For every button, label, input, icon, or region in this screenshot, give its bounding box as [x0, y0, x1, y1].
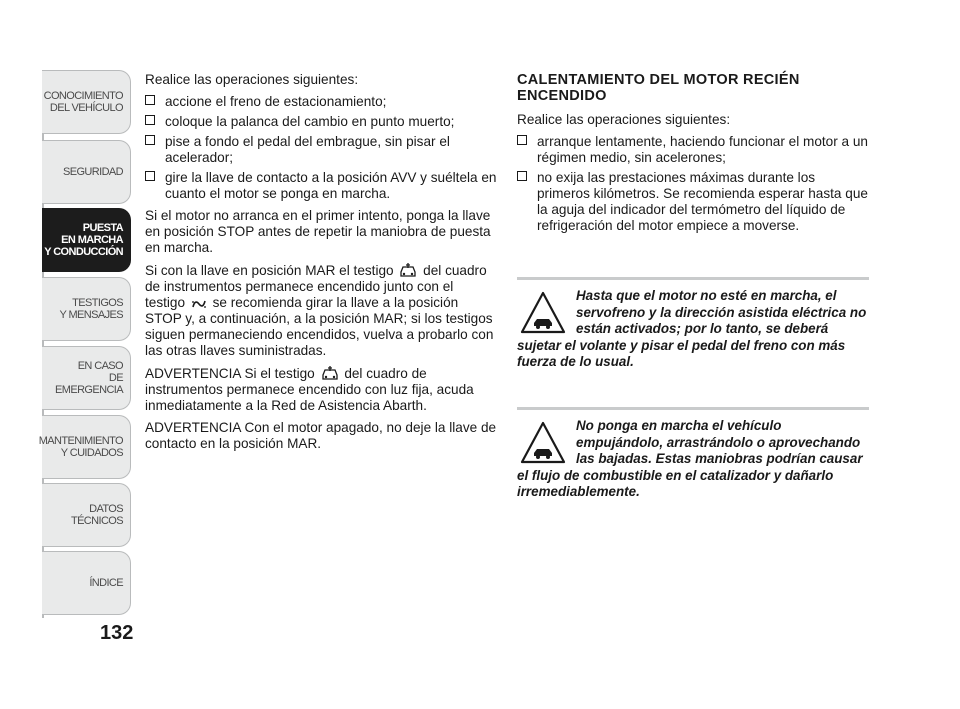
list-item: accione el freno de estacionamiento; [145, 94, 497, 110]
left-column [145, 72, 497, 458]
warning-triangle-icon [520, 290, 566, 336]
advertencia-paragraph-1: ADVERTENCIA Si el testigo del cuadro de instrumentos permanece encendido con luz fija, acuda inmediatamente a la Red de Asistencia Abarth. [145, 366, 474, 413]
checkbox-bullet-icon [145, 115, 155, 125]
checkbox-bullet-icon [517, 171, 527, 181]
warning-box-push-start: No ponga en marcha el vehículo empujándolo, arrastrándolo o aprovechando las bajadas. Estas maniobras podrían causar el flujo de combustible en el catalizador y dañarlo irremediablemente. [517, 407, 869, 501]
car-key-warning-icon [399, 262, 417, 278]
advertencia-paragraph-2: ADVERTENCIA Con el motor apagado, no deje la llave de contacto en la posición MAR. [145, 420, 497, 451]
list-item: gire la llave de contacto a la posición AVV y suéltela en cuanto el motor se ponga en marcha. [145, 170, 497, 202]
retry-paragraph: Si el motor no arranca en el primer intento, ponga la llave en posición STOP antes de repetir la maniobra de puesta en marcha. [145, 208, 491, 255]
page-number: 132 [100, 622, 134, 644]
warmup-steps-list [517, 134, 870, 234]
tab-datos-tecnicos[interactable]: DATOS TÉCNICOS [42, 483, 131, 547]
left-intro: Realice las operaciones siguientes: [145, 72, 359, 87]
car-key-warning-icon [321, 365, 339, 381]
tab-indice[interactable]: ÍNDICE [42, 551, 131, 615]
warning-box-steering: Hasta que el motor no esté en marcha, el servofreno y la dirección asistida eléctrica no están activados; por lo tanto, se deberá sujetar el volante y pisar el pedal del freno con más fuerza de lo usual. [517, 277, 869, 371]
checkbox-bullet-icon [145, 171, 155, 181]
tab-testigos[interactable]: TESTIGOS Y MENSAJES [42, 277, 131, 341]
tab-seguridad[interactable]: SEGURIDAD [42, 140, 131, 204]
list-item: pise a fondo el pedal del embrague, sin pisar el acelerador; [145, 134, 497, 166]
warning-triangle-icon [520, 420, 566, 466]
checkbox-bullet-icon [145, 95, 155, 105]
tab-emergencia[interactable]: EN CASO DE EMERGENCIA [42, 346, 131, 410]
start-steps-list [145, 94, 497, 202]
checkbox-bullet-icon [145, 135, 155, 145]
list-item: coloque la palanca del cambio en punto muerto; [145, 114, 497, 130]
checkbox-bullet-icon [517, 135, 527, 145]
glow-plug-icon [191, 298, 207, 310]
tab-conocimiento[interactable]: CONOCIMIENTO DEL VEHÍCULO [42, 70, 131, 134]
list-item: arranque lentamente, haciendo funcionar el motor a un régimen medio, sin acelerones; [517, 134, 870, 166]
tab-puesta-en-marcha[interactable]: PUESTA EN MARCHA Y CONDUCCIÓN [42, 208, 131, 272]
chapter-sidebar [38, 70, 133, 618]
right-intro: Realice las operaciones siguientes: [517, 112, 731, 127]
list-item: no exija las prestaciones máximas durante los primeros kilómetros. Se recomienda esperar hasta que la aguja del indicador del termómetro del líquido de refrigeración del motor empiece a moverse. [517, 170, 870, 234]
right-column [517, 72, 870, 240]
key-warning-paragraph: Si con la llave en posición MAR el testigo del cuadro de instrumentos permanece encendido junto con el testigo se recomienda girar la llave a la posición STOP y, a continuación, a la posición MAR; si los testigos siguen permaneciendo encendidos, vuelva a probarlo con las otras llaves suministradas. [145, 263, 494, 358]
section-heading: CALENTAMIENTO DEL MOTOR RECIÉN ENCENDIDO [517, 72, 800, 104]
tab-mantenimiento[interactable]: MANTENIMIENTO Y CUIDADOS [42, 415, 131, 479]
